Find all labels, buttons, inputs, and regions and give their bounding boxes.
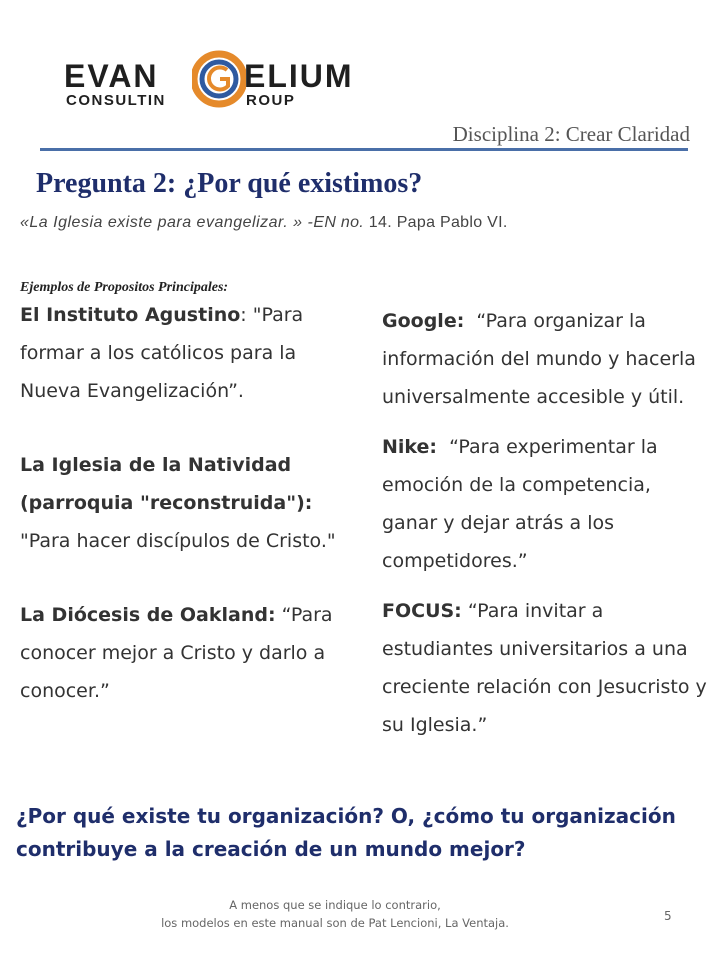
example-name: El Instituto Agustino	[20, 304, 241, 326]
quote-text: «La Iglesia existe para evangelizar. » -	[20, 214, 314, 231]
example-name: La Diócesis de Oakland:	[20, 604, 276, 626]
left-column	[20, 296, 350, 710]
example-text: “Para conocer mejor a Cristo y darlo a conocer.”	[20, 604, 333, 702]
footer-line-2: los modelos en este manual son de Pat Lencioni, La Ventaja.	[161, 916, 509, 930]
logo-emblem-icon	[192, 44, 246, 114]
example-item	[20, 296, 350, 410]
example-item	[382, 428, 712, 580]
example-name: Nike:	[382, 436, 438, 458]
example-item	[382, 592, 712, 744]
example-sep	[464, 310, 476, 332]
example-name: FOCUS:	[382, 600, 462, 622]
example-text: "Para hacer discípulos de Cristo."	[20, 530, 336, 552]
evangelium-logo	[62, 44, 372, 114]
example-sep	[437, 436, 449, 458]
section-title: Disciplina 2: Crear Claridad	[452, 122, 690, 146]
example-name: La Iglesia de la Natividad (parroquia "reconstruida"):	[20, 454, 313, 514]
quote-ref-italic: EN no.	[313, 214, 365, 231]
example-name: Google:	[382, 310, 465, 332]
example-text: “Para organizar la información del mundo y hacerla universalmente accesible y útil.	[382, 310, 696, 408]
logo-sub-left: CONSULTIN	[66, 92, 166, 109]
right-column	[382, 302, 712, 744]
logo-word-right: ELIUM	[244, 58, 354, 94]
example-item	[20, 596, 350, 710]
page-heading: Pregunta 2: ¿Por qué existimos?	[36, 168, 423, 199]
example-text: “Para experimentar la emoción de la competencia, ganar y dejar atrás a los competidores.”	[382, 436, 658, 572]
quote-reference	[313, 214, 507, 231]
page-number: 5	[664, 909, 672, 923]
header-divider	[40, 148, 688, 151]
example-item	[382, 302, 712, 416]
example-sep: :	[240, 304, 253, 326]
example-text: "Para formar a los católicos para la Nueva Evangelización”.	[20, 304, 304, 402]
example-item	[20, 446, 350, 560]
footer-line-1: A menos que se indique lo contrario,	[229, 898, 441, 912]
quote	[20, 214, 508, 232]
quote-ref-rest: 14. Papa Pablo VI.	[364, 214, 508, 231]
examples-label: Ejemplos de Propositos Principales:	[20, 280, 229, 295]
logo-word-left: EVAN	[64, 58, 159, 94]
logo-sub-right: ROUP	[246, 92, 296, 109]
closing-question: ¿Por qué existe tu organización? O, ¿cómo tu organización contribuye a la creación de un mundo mejor?	[16, 804, 676, 861]
example-text: “Para invitar a estudiantes universitarios a una creciente relación con Jesucristo y su Iglesia.”	[382, 600, 707, 736]
footer-note	[120, 896, 550, 932]
